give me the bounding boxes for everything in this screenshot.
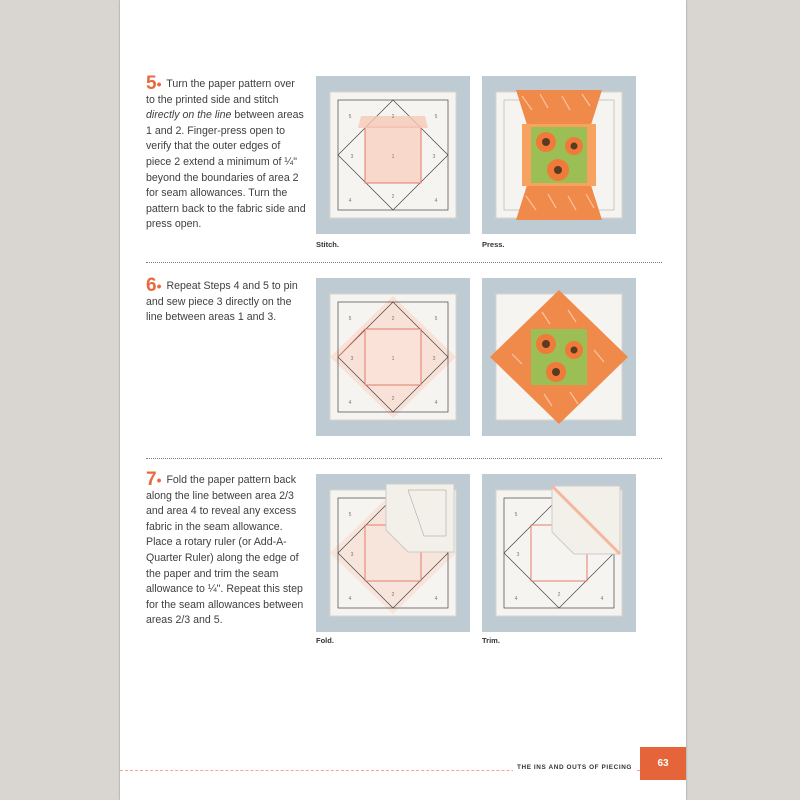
step-7-number: 7• <box>146 469 162 490</box>
pattern-label-5-tl: 5 <box>348 114 352 120</box>
pattern-label-4: 4 <box>434 400 438 406</box>
pattern-label-2-bottom: 2 <box>391 194 395 200</box>
pattern-label-4: 4 <box>348 400 352 406</box>
step-5-text-b: between areas 1 and 2. Finger-press open to verify that the outer edges of piece 2 extend a minimum of ¼" beyond the boundaries of area 2 for seam allowances. Turn the pattern back to the fabric side and press open. <box>146 109 306 231</box>
photo-stitch <box>316 76 470 234</box>
pattern-label-3-left: 3 <box>350 154 354 160</box>
pattern-label-2: 2 <box>391 592 395 598</box>
photo-step6-back <box>316 278 470 436</box>
caption-trim: Trim. <box>482 636 500 645</box>
pattern-label-2: 2 <box>391 396 395 402</box>
pattern-label-3: 3 <box>350 356 354 362</box>
step-5-text-a: Turn the paper pattern over to the printed side and stitch <box>146 78 295 106</box>
step-5-number: 5• <box>146 73 162 94</box>
book-page <box>120 0 686 800</box>
pattern-label-2: 2 <box>391 316 395 322</box>
pattern-label-5: 5 <box>514 512 518 518</box>
photo-press <box>482 76 636 234</box>
pattern-label-4: 4 <box>434 596 438 602</box>
page-number: 63 <box>657 758 669 769</box>
step-5-emphasis: directly on the line <box>146 109 232 122</box>
pattern-label-1: 1 <box>391 356 395 362</box>
pattern-label-5: 5 <box>434 316 438 322</box>
photo-step6-front <box>482 278 636 436</box>
running-footer-title: THE INS AND OUTS OF PIECING <box>513 764 636 771</box>
step-6-body: Repeat Steps 4 and 5 to pin and sew piece 3 directly on the line between areas 1 and 3. <box>146 280 298 324</box>
caption-press: Press. <box>482 240 505 249</box>
page-number-tab <box>640 747 686 780</box>
pattern-label-4: 4 <box>600 596 604 602</box>
step-6-number: 6• <box>146 275 162 296</box>
pattern-label-5-tr: 5 <box>434 114 438 120</box>
pattern-label-3: 3 <box>432 356 436 362</box>
pattern-label-4: 4 <box>348 596 352 602</box>
pattern-label-3: 3 <box>350 552 354 558</box>
photo-trim <box>482 474 636 632</box>
pattern-label-5: 5 <box>348 316 352 322</box>
pattern-label-4-bl: 4 <box>348 198 352 204</box>
caption-fold: Fold. <box>316 636 334 645</box>
pattern-label-3: 3 <box>516 552 520 558</box>
step-5-text <box>146 73 306 233</box>
pattern-label-4: 4 <box>514 596 518 602</box>
caption-stitch: Stitch. <box>316 240 339 249</box>
pattern-label-5: 5 <box>348 512 352 518</box>
step-7-text <box>146 469 306 629</box>
step-divider <box>146 262 662 263</box>
step-6-text <box>146 275 306 326</box>
pattern-label-1: 1 <box>391 154 395 160</box>
pattern-label-2: 2 <box>557 592 561 598</box>
pattern-label-3-right: 3 <box>432 154 436 160</box>
photo-fold <box>316 474 470 632</box>
step-divider <box>146 458 662 459</box>
pattern-label-2-top: 2 <box>391 114 395 120</box>
step-7-body: Fold the paper pattern back along the line between area 2/3 and area 4 to reveal any excess fabric in the seam allowance. Place a rotary ruler (or Add-A-Quarter Ruler) along the edge of the paper and trim the seam allowance to ¼". Repeat this step for the seam allowances between areas 2/3 and 5. <box>146 474 304 627</box>
pattern-label-4-br: 4 <box>434 198 438 204</box>
